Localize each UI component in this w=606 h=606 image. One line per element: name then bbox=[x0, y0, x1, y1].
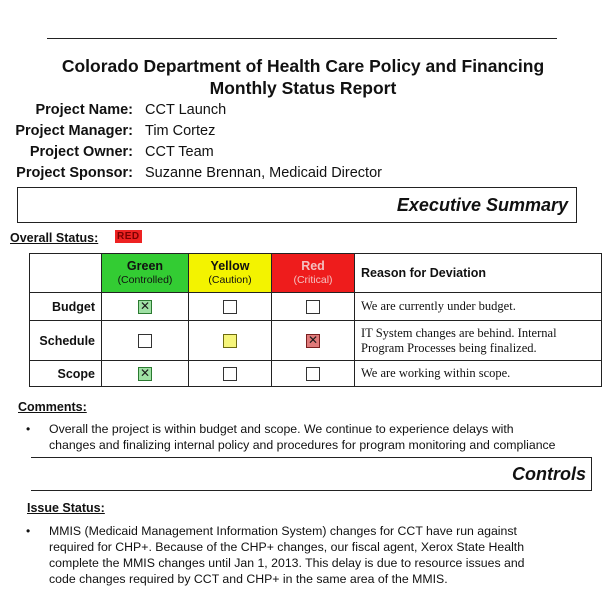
scope-green-cell bbox=[102, 361, 189, 387]
schedule-reason: IT System changes are behind. Internal Program Processes being finalized. bbox=[355, 321, 602, 361]
schedule-green-checkbox[interactable] bbox=[138, 334, 152, 348]
controls-box bbox=[31, 457, 592, 491]
controls-heading: Controls bbox=[512, 464, 586, 484]
project-owner-label: Project Owner: bbox=[29, 144, 133, 160]
budget-red-cell bbox=[272, 293, 355, 321]
report-subtitle: Monthly Status Report bbox=[209, 78, 397, 98]
project-owner-value: CCT Team bbox=[145, 144, 214, 160]
scope-red-checkbox[interactable] bbox=[306, 367, 320, 381]
executive-summary-heading: Executive Summary bbox=[396, 195, 568, 215]
check-x-icon: ✕ bbox=[307, 332, 319, 347]
project-manager-label: Project Manager: bbox=[15, 123, 133, 139]
schedule-yellow-cell bbox=[189, 321, 272, 361]
check-x-icon: ✕ bbox=[139, 298, 151, 313]
top-rule bbox=[47, 38, 557, 39]
project-name-label: Project Name: bbox=[35, 102, 133, 118]
row-label-schedule: Schedule bbox=[30, 321, 102, 361]
header-green-sub: (Controlled) bbox=[117, 274, 173, 287]
row-label-scope: Scope bbox=[30, 361, 102, 387]
budget-red-checkbox[interactable] bbox=[306, 300, 320, 314]
budget-yellow-checkbox[interactable] bbox=[223, 300, 237, 314]
header-green bbox=[102, 254, 189, 293]
header-red bbox=[272, 254, 355, 293]
comments-bullet: • bbox=[26, 422, 31, 436]
project-manager-value: Tim Cortez bbox=[145, 123, 216, 139]
scope-green-checkbox[interactable] bbox=[138, 367, 152, 381]
budget-yellow-cell bbox=[189, 293, 272, 321]
overall-status-badge: RED bbox=[117, 231, 140, 242]
scope-red-cell bbox=[272, 361, 355, 387]
schedule-red-checkbox[interactable] bbox=[306, 334, 320, 348]
header-yellow-name: Yellow bbox=[210, 259, 250, 274]
issue-line-4: code changes required by CCT and CHP+ in the same area of the MMIS. bbox=[49, 572, 448, 586]
report-title: Colorado Department of Health Care Policy and Financing bbox=[61, 56, 545, 76]
project-sponsor-value: Suzanne Brennan, Medicaid Director bbox=[145, 165, 382, 181]
schedule-green-cell bbox=[102, 321, 189, 361]
issue-line-2: required for CHP+. Because of the CHP+ changes, our fiscal agent, Xerox State Health bbox=[49, 540, 525, 554]
issue-status-label: Issue Status: bbox=[27, 501, 105, 515]
comments-line-2: changes and finalizing internal policy and procedures for program monitoring and compliance bbox=[49, 438, 556, 452]
project-name-value: CCT Launch bbox=[145, 102, 227, 118]
budget-green-cell bbox=[102, 293, 189, 321]
header-red-sub: (Critical) bbox=[293, 274, 333, 287]
scope-reason: We are working within scope. bbox=[355, 361, 602, 387]
comments-label: Comments: bbox=[18, 400, 87, 414]
comments-line-1: Overall the project is within budget and scope. We continue to experience delays with bbox=[49, 422, 514, 436]
budget-green-checkbox[interactable] bbox=[138, 300, 152, 314]
check-x-icon: ✕ bbox=[139, 365, 151, 380]
overall-status-label: Overall Status: bbox=[10, 231, 99, 245]
issue-line-3: complete the MMIS changes until Jan 1, 2013. This delay is due to resource issues and bbox=[49, 556, 525, 570]
scope-yellow-checkbox[interactable] bbox=[223, 367, 237, 381]
row-label-budget: Budget bbox=[30, 293, 102, 321]
reason-header: Reason for Deviation bbox=[355, 254, 602, 293]
status-table bbox=[29, 253, 602, 387]
executive-summary-box bbox=[17, 187, 577, 223]
schedule-yellow-checkbox[interactable] bbox=[223, 334, 237, 348]
budget-reason: We are currently under budget. bbox=[355, 293, 602, 321]
scope-yellow-cell bbox=[189, 361, 272, 387]
issue-line-1: MMIS (Medicaid Management Information System) changes for CCT have run against bbox=[49, 524, 517, 538]
header-yellow-sub: (Caution) bbox=[208, 274, 252, 287]
schedule-red-cell bbox=[272, 321, 355, 361]
header-yellow bbox=[189, 254, 272, 293]
issue-bullet: • bbox=[26, 524, 31, 538]
project-sponsor-label: Project Sponsor: bbox=[16, 165, 133, 181]
header-green-name: Green bbox=[126, 259, 164, 274]
corner-cell bbox=[30, 254, 102, 293]
header-red-name: Red bbox=[301, 259, 325, 274]
